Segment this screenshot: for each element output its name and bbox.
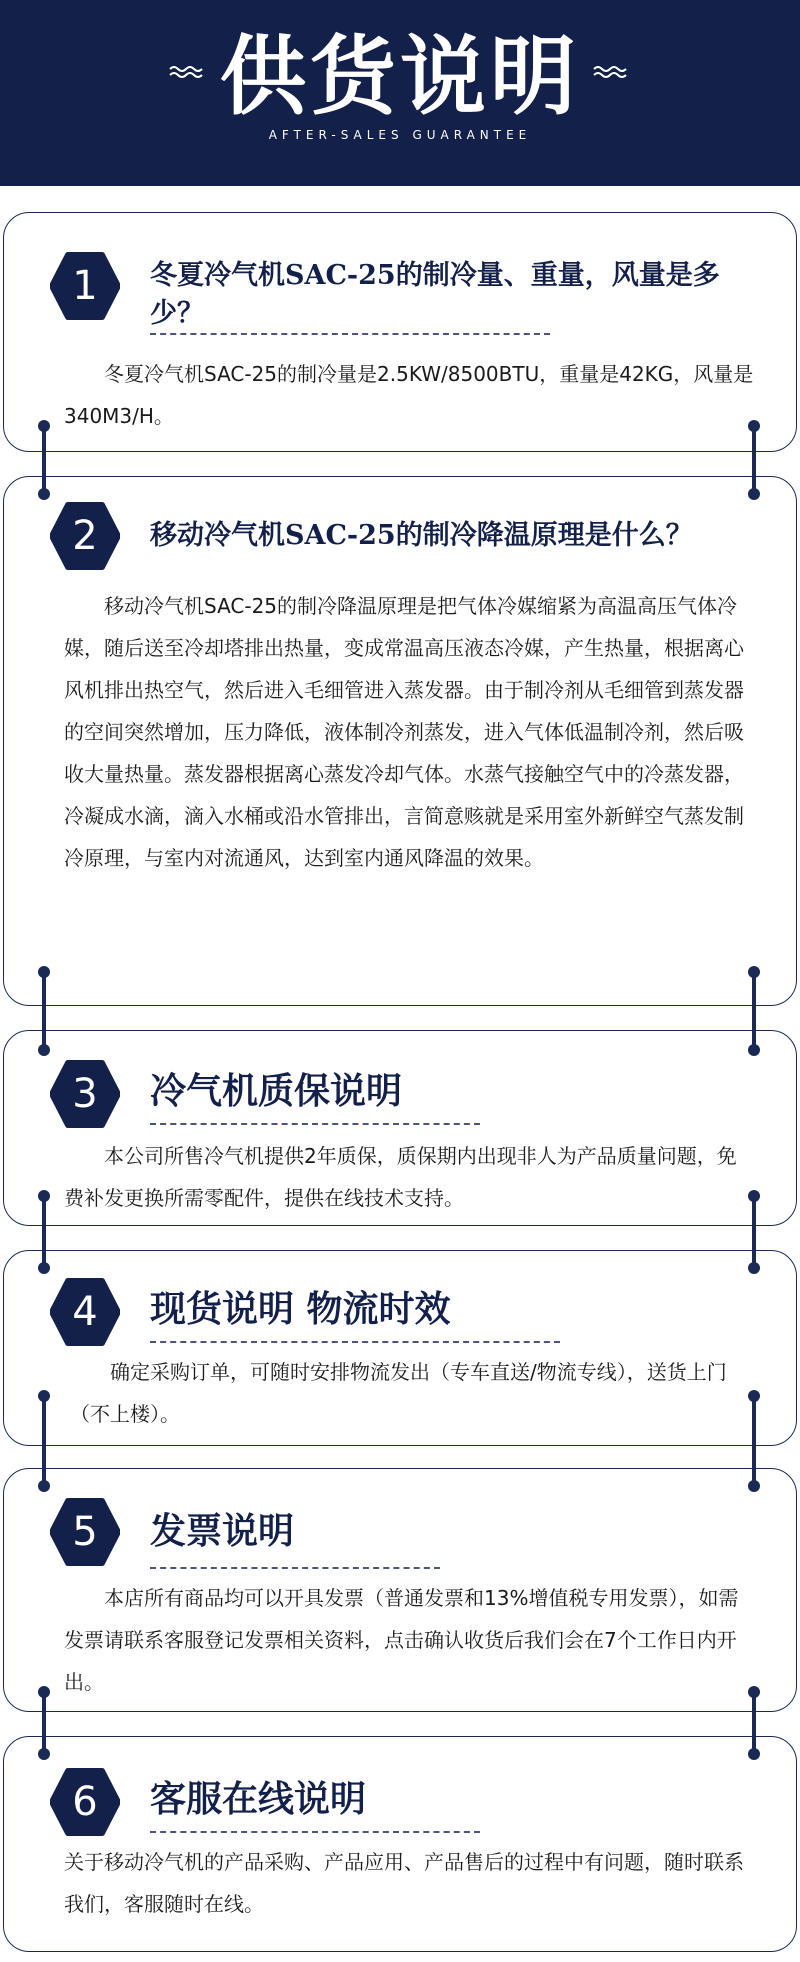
badge-number: 5 <box>72 1509 98 1555</box>
title-divider <box>150 1831 480 1833</box>
connector-line <box>752 1692 756 1754</box>
connector-dot <box>748 420 760 432</box>
faq-card-6 <box>3 1736 797 1952</box>
section-title: 现货说明 物流时效 <box>150 1288 451 1330</box>
faq-card-5 <box>3 1468 797 1712</box>
number-badge <box>50 1497 120 1567</box>
section-body: 确定采购订单，可随时安排物流发出（专车直送/物流专线），送货上门 （不上楼）。 <box>70 1360 727 1426</box>
title-divider <box>150 1123 480 1125</box>
badge-number: 3 <box>72 1071 98 1117</box>
title-divider <box>150 333 550 335</box>
section-title: 冷气机质保说明 <box>150 1070 403 1112</box>
number-badge <box>50 1059 120 1129</box>
faq-card-1 <box>3 212 797 452</box>
header-banner <box>0 0 800 186</box>
connector-dot <box>748 1390 760 1402</box>
connector-dot <box>38 1480 50 1492</box>
title-divider <box>150 1567 440 1569</box>
connector-dot <box>748 966 760 978</box>
number-badge <box>50 1277 120 1347</box>
wave-icon <box>592 64 632 80</box>
connector-dot <box>748 1262 760 1274</box>
connector-dot <box>38 1190 50 1202</box>
connector-line <box>752 972 756 1050</box>
section-title: 客服在线说明 <box>150 1778 367 1820</box>
connector-line <box>42 1396 46 1486</box>
connector-line <box>42 1692 46 1754</box>
connector-line <box>752 1196 756 1270</box>
connector-dot <box>38 1686 50 1698</box>
section-title: 移动冷气机SAC-25的制冷降温原理是什么？ <box>150 520 693 551</box>
faq-card-4 <box>3 1250 797 1446</box>
connector-dot <box>748 1044 760 1056</box>
badge-number: 6 <box>72 1779 98 1825</box>
badge-number: 1 <box>72 263 98 309</box>
section-body: 移动冷气机SAC-25的制冷降温原理是把气体冷媒缩紧为高温高压气体冷媒，随后送至冷却塔排出热量，变成常温高压液态冷媒，产生热量，根据离心风机排出热空气，然后进入毛细管进入蒸发器。由于制冷剂从毛细管到蒸发器的空间突然增加，压力降低，液体制冷剂蒸发，进入气体低温制冷剂，然后吸收大量热量。蒸发器根据离心蒸发冷却气体。水蒸气接触空气中的冷蒸发器，冷凝成水滴，滴入水桶或沿水管排出，言简意赅就是采用室外新鲜空气蒸发制冷原理，与室内对流通风，达到室内通风降温的效果。 <box>64 594 744 870</box>
connector-dot <box>38 1748 50 1760</box>
section-body: 本公司所售冷气机提供2年质保，质保期内出现非人为产品质量问题，免费补发更换所需零配件，提供在线技术支持。 <box>64 1144 737 1210</box>
connector-dot <box>748 1190 760 1202</box>
faq-card-2 <box>3 476 797 1006</box>
section-body: 关于移动冷气机的产品采购、产品应用、产品售后的过程中有问题，随时联系我们，客服随时在线。 <box>64 1850 744 1916</box>
section-title: 冬夏冷气机SAC-25的制冷量、重量，风量是多少？ <box>150 260 720 329</box>
connector-line <box>42 1196 46 1270</box>
connector-line <box>752 426 756 496</box>
connector-dot <box>748 1748 760 1760</box>
faq-card-3 <box>3 1030 797 1226</box>
connector-line <box>42 972 46 1050</box>
connector-dot <box>38 1262 50 1274</box>
section-title: 发票说明 <box>150 1510 295 1552</box>
connector-dot <box>748 488 760 500</box>
connector-line <box>752 1396 756 1486</box>
section-body: 冬夏冷气机SAC-25的制冷量是2.5KW/8500BTU，重量是42KG，风量是340M3/H。 <box>64 362 754 428</box>
number-badge <box>50 251 120 321</box>
connector-dot <box>748 1686 760 1698</box>
page-subtitle: AFTER-SALES GUARANTEE <box>268 128 532 142</box>
title-divider <box>150 1341 560 1343</box>
connector-line <box>42 426 46 496</box>
section-body: 本店所有商品均可以开具发票（普通发票和13%增值税专用发票），如需发票请联系客服登记发票相关资料，点击确认收货后我们会在7个工作日内开出。 <box>64 1586 739 1694</box>
connector-dot <box>748 1480 760 1492</box>
badge-number: 2 <box>72 513 98 559</box>
badge-number: 4 <box>72 1289 98 1335</box>
connector-dot <box>38 488 50 500</box>
connector-dot <box>38 1044 50 1056</box>
number-badge <box>50 501 120 571</box>
number-badge <box>50 1767 120 1837</box>
page-title: 供货说明 <box>220 26 580 127</box>
connector-dot <box>38 966 50 978</box>
connector-dot <box>38 1390 50 1402</box>
connector-dot <box>38 420 50 432</box>
